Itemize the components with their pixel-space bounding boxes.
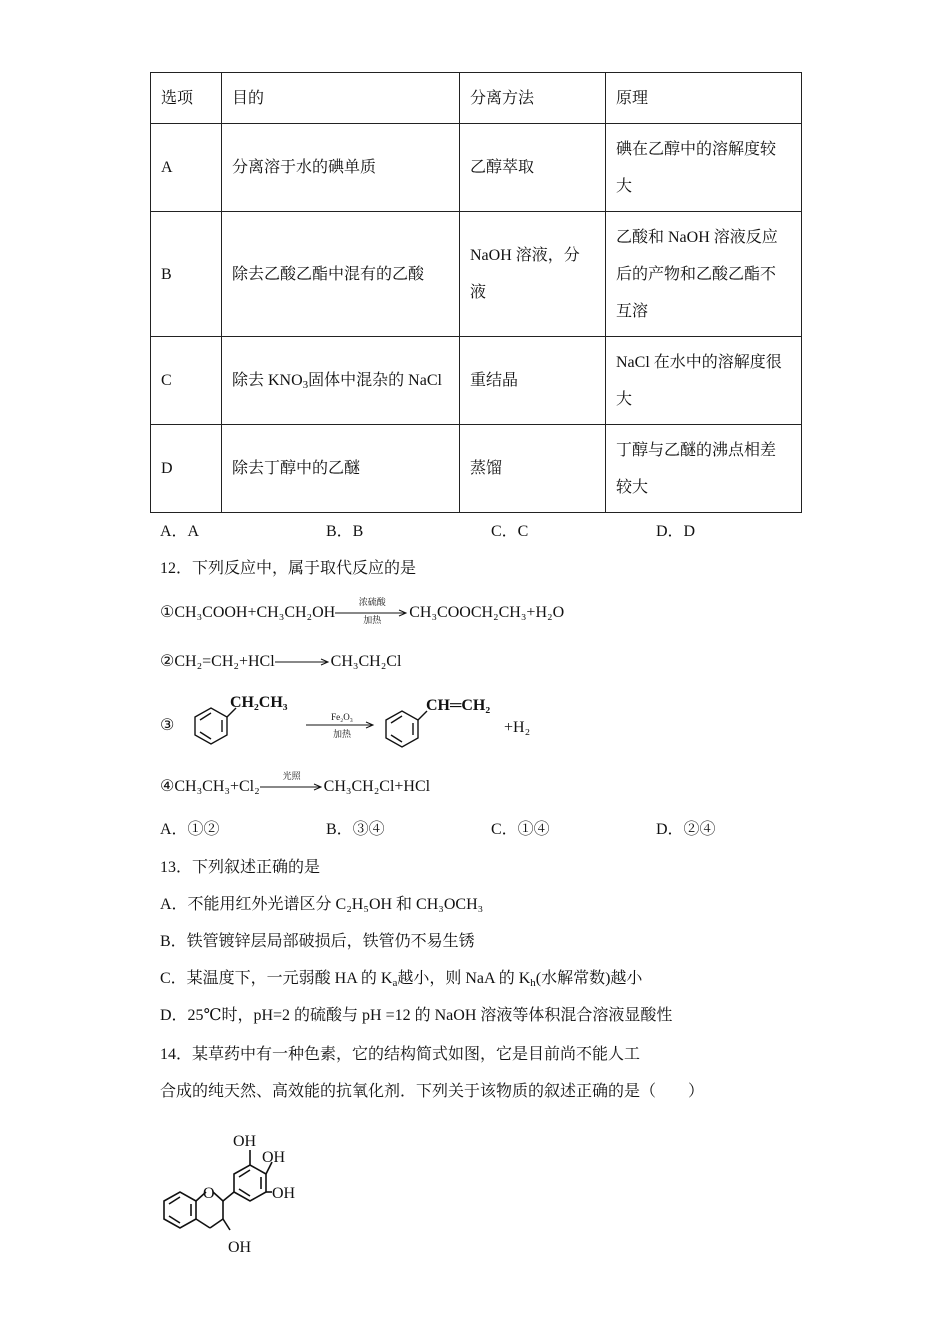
q13-option-c[interactable]: C．某温度下，一元弱酸 HA 的 $K_a$越小，则 NaA 的 $K_h$(水解常数)越小 — [160, 970, 643, 989]
fe2o3-condition: Fe₂O₃ — [331, 712, 353, 722]
separation-table — [150, 72, 802, 513]
table-row — [151, 124, 802, 212]
reaction-4-reactants: ④CH₃CH₃+Cl₂ — [160, 778, 260, 795]
row-option: D — [151, 425, 222, 513]
reaction-arrow: 光照 — [260, 777, 324, 797]
ring-oxygen-label: O — [203, 1185, 215, 1202]
q11-option-b[interactable]: B．B — [326, 523, 364, 540]
hydroxyl-label: OH — [233, 1133, 257, 1150]
q13-option-b[interactable]: B．铁管镀锌层局部破损后，铁管仍不易生锈 — [160, 933, 475, 950]
header-option: 选项 — [151, 73, 222, 124]
q12-reaction-4 — [160, 771, 431, 797]
q13-option-d[interactable]: D．25℃时，pH=2 的硫酸与 pH =12 的 NaOH 溶液等体积混合溶液显酸性 — [160, 1007, 673, 1024]
hydroxyl-label: OH — [272, 1185, 296, 1202]
row-option: B — [151, 212, 222, 337]
q14-stem-line-1: 14．某草药中有一种色素，它的结构简式如图，它是目前尚不能人工 — [160, 1046, 641, 1063]
row-goal: 除去 $KNO_3$固体中混杂的 NaCl — [222, 337, 460, 425]
table-header-row — [151, 73, 802, 124]
header-principle: 原理 — [606, 73, 802, 124]
reaction-4-products: CH₃CH₂Cl+HCl — [323, 778, 431, 795]
benzene-ring-icon — [195, 708, 236, 744]
q12-option-c[interactable]: C．①④ — [491, 821, 550, 838]
q12-option-b[interactable]: B．③④ — [326, 821, 385, 838]
row-goal: 分离溶于水的碘单质 — [222, 124, 460, 212]
q11-option-d[interactable]: D．D — [656, 523, 696, 540]
catechin-structure — [150, 1112, 310, 1262]
q14-stem-line-2: 合成的纯天然、高效能的抗氧化剂．下列关于该物质的叙述正确的是（ ） — [160, 1083, 705, 1100]
row-method: 蒸馏 — [460, 425, 606, 513]
hydroxyl-label: OH — [262, 1149, 286, 1166]
row-option: A — [151, 124, 222, 212]
q11-option-a[interactable]: A．A — [160, 523, 200, 540]
q12-reaction-1 — [160, 597, 565, 626]
row-principle: NaCl 在水中的溶解度很 大 — [606, 337, 802, 425]
row-method: 乙醇萃取 — [460, 124, 606, 212]
table-row — [151, 337, 802, 425]
reaction-2-reactants: ②CH₂=CH₂+HCl — [160, 653, 275, 670]
q12-stem: 12．下列反应中，属于取代反应的是 — [160, 560, 417, 577]
heat-condition: 加热 — [332, 729, 352, 739]
q12-option-a[interactable]: A．①② — [160, 821, 220, 838]
row-option: C — [151, 337, 222, 425]
hydroxyl-label: OH — [228, 1239, 252, 1256]
header-goal: 目的 — [222, 73, 460, 124]
table-row — [151, 425, 802, 513]
q13-option-a[interactable]: A．不能用红外光谱区分 C₂H₅OH 和 CH₃OCH₃ — [160, 896, 484, 913]
reaction-1-reactants: ①CH₃COOH+CH₃CH₂OH — [160, 604, 336, 621]
row-goal: 除去丁醇中的乙醚 — [222, 425, 460, 513]
q12-option-d[interactable]: D．②④ — [656, 821, 716, 838]
reaction-arrow — [275, 652, 331, 672]
benzene-ring-icon — [386, 711, 427, 747]
q12-reaction-2 — [160, 652, 401, 672]
header-method: 分离方法 — [460, 73, 606, 124]
row-method: 重结晶 — [460, 337, 606, 425]
row-principle: 乙酸和 NaOH 溶液反应 后的产物和乙酸乙酯不 互溶 — [606, 212, 802, 337]
hydrogen-product: +H₂ — [504, 719, 531, 736]
reaction-3-structures — [178, 690, 538, 752]
q11-option-c[interactable]: C．C — [491, 523, 529, 540]
product-vinyl-group: CH═CH₂ — [426, 697, 491, 714]
reaction-2-products: CH₃CH₂Cl — [330, 653, 402, 670]
q12-reaction-3-number: ③ — [160, 717, 175, 734]
row-principle: 丁醇与乙醚的沸点相差 较大 — [606, 425, 802, 513]
reaction-arrow: 浓硫酸 加热 — [335, 603, 409, 623]
reaction-1-products: CH₃COOCH₂CH₃+H₂O — [409, 604, 565, 621]
reactant-ethyl-group: CH₂CH₃ — [230, 694, 288, 711]
q13-stem: 13．下列叙述正确的是 — [160, 859, 321, 876]
row-principle: 碘在乙醇中的溶解度较 大 — [606, 124, 802, 212]
row-method: NaOH 溶液，分液 — [460, 212, 606, 337]
row-goal: 除去乙酸乙酯中混有的乙酸 — [222, 212, 460, 337]
table-row — [151, 212, 802, 337]
